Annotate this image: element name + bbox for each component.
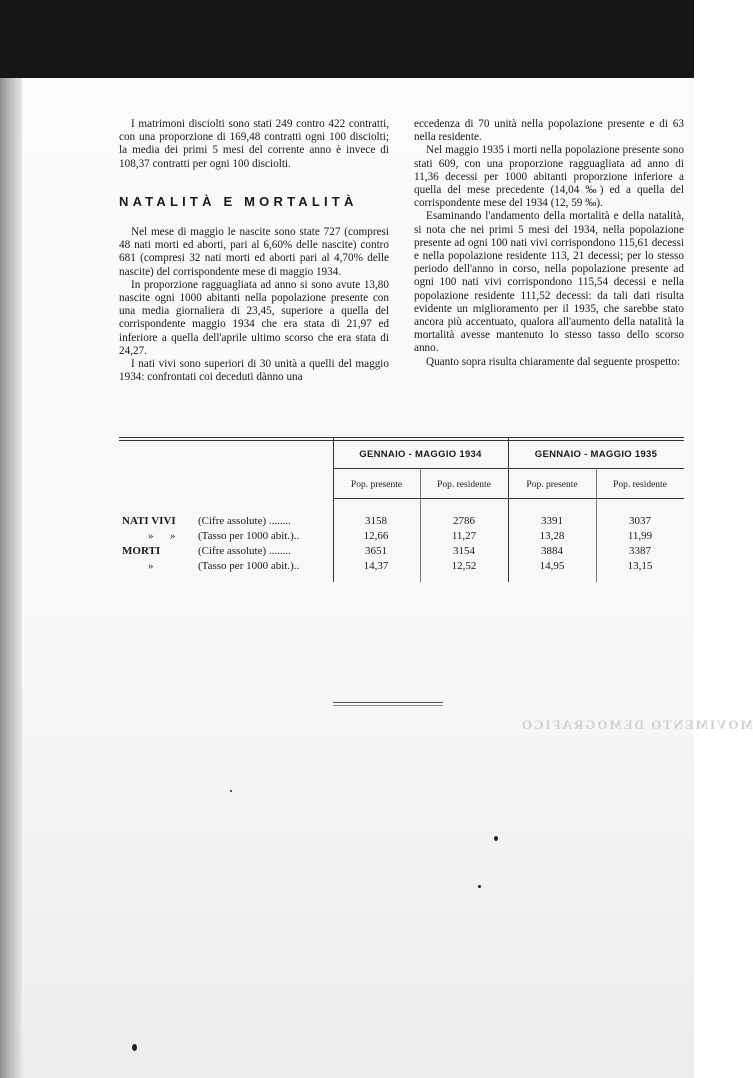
header-sub-3: Pop. presente	[526, 480, 578, 490]
table-header-rule	[333, 498, 684, 499]
row-3-category: MORTI	[122, 545, 161, 557]
row-2-value-2: 11,27	[451, 530, 477, 542]
bleed-through-heading: MOVIMENTO DEMOGRAFICO	[520, 717, 753, 732]
row-2-value-3: 13,28	[539, 530, 565, 542]
right-paragraph-1: eccedenza di 70 unità nella popolazione presente e di 63 nella residente.	[414, 118, 684, 144]
row-4-value-4: 13,15	[627, 560, 653, 572]
header-group-1935: GENNAIO - MAGGIO 1935	[534, 449, 658, 460]
row-1-description: (Cifre assolute) ........	[198, 515, 291, 527]
row-3-value-1: 3651	[365, 545, 387, 557]
table-top-rule	[119, 437, 684, 438]
row-4-value-3: 14,95	[539, 560, 565, 572]
row-2-description: (Tasso per 1000 abit.)..	[198, 530, 300, 542]
row-3-value-4: 3387	[629, 545, 651, 557]
row-4-description: (Tasso per 1000 abit.)..	[198, 560, 300, 572]
row-2-category: » »	[148, 530, 176, 542]
left-paragraph-3: In proporzione ragguagliata ad anno si sono avute 13,80 nascite ogni 1000 abitanti nella popolazione presente con una media giornaliera di 23,45, superiore a quella del corrispondente maggio 1934 che era stata di 21,97 ed inferiore a quella dell'aprile ultimo scorso che era stata di 24,27.	[119, 278, 389, 357]
scan-speck	[494, 836, 498, 841]
header-sub-2: Pop. residente	[437, 480, 491, 490]
row-3-value-2: 3154	[453, 545, 475, 557]
right-column	[414, 118, 684, 369]
left-paragraph-4: I nati vivi sono superiori di 30 unità a quelli del maggio 1934: confrontati coi deceduti dànno una	[119, 358, 389, 384]
section-heading: NATALITÀ E MORTALITÀ	[119, 193, 358, 209]
right-paragraph-3: Esaminando l'andamento della mortalità e della natalità, si nota che nei primi 5 mesi del 1934, nella popolazione presente ad ogni 100 nati vivi corrispondono 115,61 decessi e nella popolazione residente 113, 21 decessi; per lo stesso periodo dell'anno in corso, nella popolazione presente ad ogni 100 nati vivi corrispondono 115,54 decessi e nella popolazione residente 111,52 decessi: da tali dati risulta evidente un miglioramento per il 1935, che sarebbe stato ancora più accentuato, qualora all'aumento della natalità la mortalità avesse mantenuto lo stesso tasso dello scorso anno.	[414, 210, 684, 355]
table-top-rule-2	[119, 440, 684, 441]
row-4-value-1: 14,37	[363, 560, 389, 572]
row-3-description: (Cifre assolute) ........	[198, 545, 291, 557]
row-2-value-4: 11,99	[627, 530, 653, 542]
scan-speck	[132, 1044, 137, 1051]
row-3-value-3: 3884	[541, 545, 563, 557]
header-sub-4: Pop. residente	[613, 480, 667, 490]
row-1-value-3: 3391	[541, 515, 563, 527]
left-paragraph-1: I matrimoni disciolti sono stati 249 contro 422 contratti, con una proporzione di 169,48 contratti ogni 100 disciolti; la media dei primi 5 mesi del corrente anno è invece di 108,37 contratti per ogni 100 disciolti.	[119, 118, 389, 170]
header-sub-1: Pop. presente	[350, 480, 403, 490]
row-1-category: NATI VIVI	[122, 515, 176, 527]
left-column	[119, 118, 389, 384]
table-group-rule	[333, 468, 684, 469]
row-4-value-2: 12,52	[451, 560, 477, 572]
row-4-category: »	[148, 560, 154, 572]
scan-speck	[230, 790, 232, 792]
left-paragraph-2: Nel mese di maggio le nascite sono state 727 (compresi 48 nati morti ed aborti, pari al 6,60% delle nascite) contro 681 (compresi 32 nati morti ed aborti pari al 4,70% delle nascite) del corrispondente mese di maggio 1934.	[119, 226, 389, 278]
row-1-value-1: 3158	[365, 515, 387, 527]
end-divider	[333, 702, 443, 703]
row-1-value-2: 2786	[453, 515, 475, 527]
header-group-1934: GENNAIO - MAGGIO 1934	[359, 449, 482, 460]
scan-left-edge	[0, 78, 22, 1078]
right-paragraph-4: Quanto sopra risulta chiaramente dal seguente prospetto:	[426, 355, 681, 368]
scan-speck	[478, 885, 481, 888]
right-paragraph-2: Nel maggio 1935 i morti nella popolazione presente sono stati 609, con una proporzione ragguagliata ad anno di 11,36 decessi per 1000 abitanti proporzione inferiore a quella del mese precedente (14,04 ‰) ed a quella del corrispondente mese del 1934 (12, 59 ‰).	[414, 144, 684, 210]
row-2-value-1: 12,66	[363, 530, 389, 542]
row-1-value-4: 3037	[629, 515, 651, 527]
scan-top-shadow	[0, 0, 694, 78]
